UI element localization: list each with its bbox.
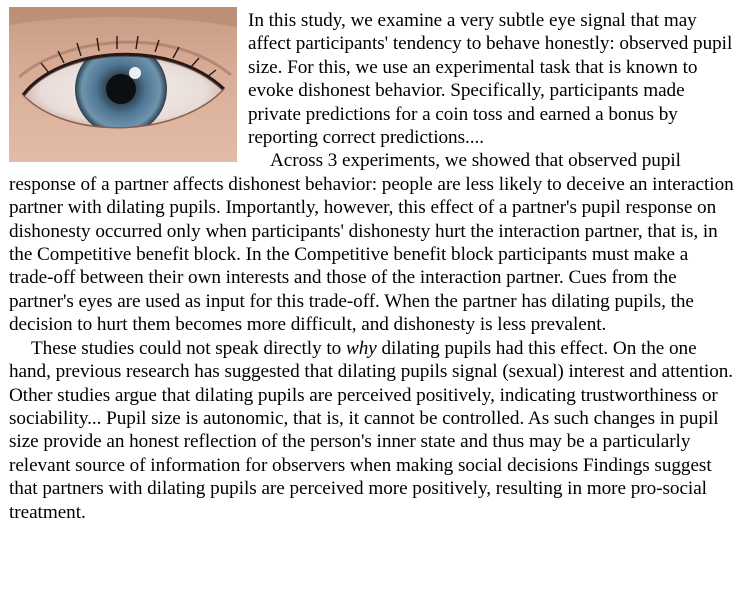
findings-paragraph: Across 3 experiments, we showed that observed pupil response of a partner affects dishonest behavior: people are less likely to deceive an interaction partner with dilating pupils. Importantly, however, this effect of a partner's pupil response on dishonesty occurred only when participants' dishonesty hurt the interaction partner, that is, in the Competitive benefit block. In the Competitive benefit block participants must make a trade-off between their own interests and those of the interaction partner. Cues from the partner's eyes are used as input for this trade-off. When the partner has dilating pupils, the decision to hurt them becomes more difficult, and dishonesty is less prevalent. — [9, 150, 734, 336]
discussion-text-end: dilating pupils had this effect. On the one hand, previous research has suggested that dilating pupils signal (sexual) interest and attention. Other studies argue that dilating pupils are perceived positively, indicating trustworthiness or sociability... Pupil size is autonomic, that is, it cannot be controlled. As such changes in pupil size provide an honest reflection of the person's inner state and thus may be a particularly relevant source of information for observers when making social decisions Findings suggest that partners with dilating pupils are perceived more positively, resulting in more pro-social treatment. — [9, 337, 734, 523]
intro-paragraph: In this study, we examine a very subtle eye signal that may affect participants' tendency to behave honestly: observed pupil size. For this, we use an experimental task that is known to evoke dishonest behavior. Specifically, participants made private predictions for a coin toss and earned a bonus by reporting correct predictions.... — [248, 10, 733, 149]
discussion-text-start: These studies could not speak directly to — [31, 337, 346, 359]
emphasis-why: why — [345, 337, 377, 359]
article-text — [9, 9, 737, 524]
discussion-paragraph — [9, 337, 737, 524]
